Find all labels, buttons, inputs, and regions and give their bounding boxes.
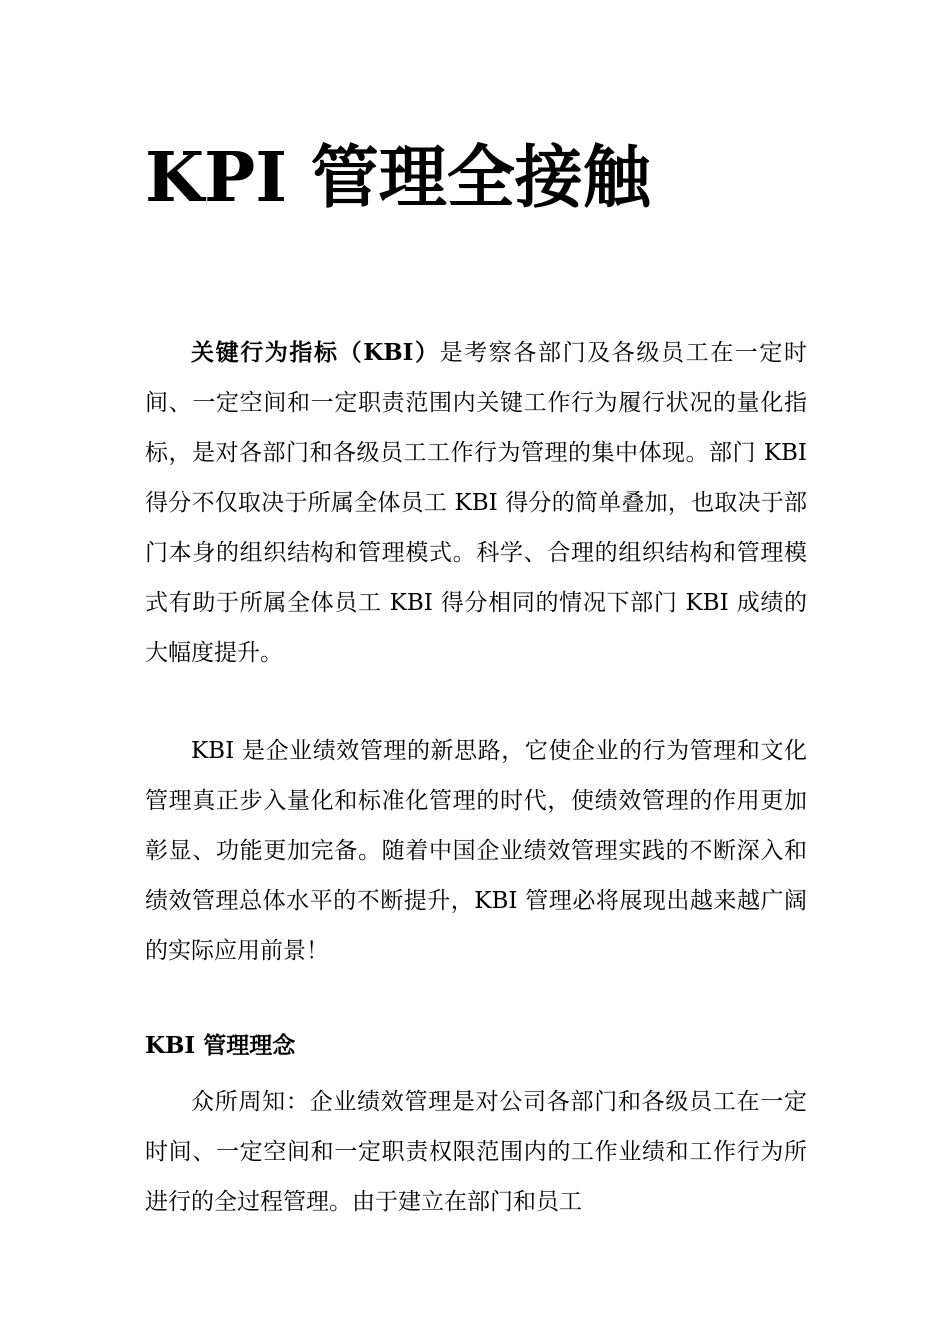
paragraph-kbi-outlook: KBI 是企业绩效管理的新思路，它使企业的行为管理和文化管理真正步入量化和标准化管理的时代，使绩效管理的作用更加彰显、功能更加完备。随着中国企业绩效管理实践的不断深入和绩效管理总体水平的不断提升，KBI 管理必将展现出越来越广阔的实际应用前景！ xyxy=(145,738,807,964)
paragraph-lead-bold: 关键行为指标（KBI） xyxy=(191,339,440,366)
section-heading: KBI 管理理念 xyxy=(145,1032,296,1059)
paragraph-body: 是考察各部门及各级员工在一定时间、一定空间和一定职责范围内关键工作行为履行状况的量化指标，是对各部门和各级员工工作行为管理的集中体现。部门 KBI 得分不仅取决于所属全体员工 KBI 得分的简单叠加，也取决于部门本身的组织结构和管理模式。科学、合理的组织结构和管理模式有助于所属全体员工 KBI 得分相同的情况下部门 KBI 成绩的大幅度提升。 xyxy=(145,340,807,666)
paragraph-kbi-definition xyxy=(145,328,807,678)
paragraph-kbi-concept: 众所周知：企业绩效管理是对公司各部门和各级员工在一定时间、一定空间和一定职责权限范围内的工作业绩和工作行为所进行的全过程管理。由于建立在部门和员工 xyxy=(145,1089,807,1215)
document-title: KPI 管理全接触 xyxy=(145,138,651,218)
